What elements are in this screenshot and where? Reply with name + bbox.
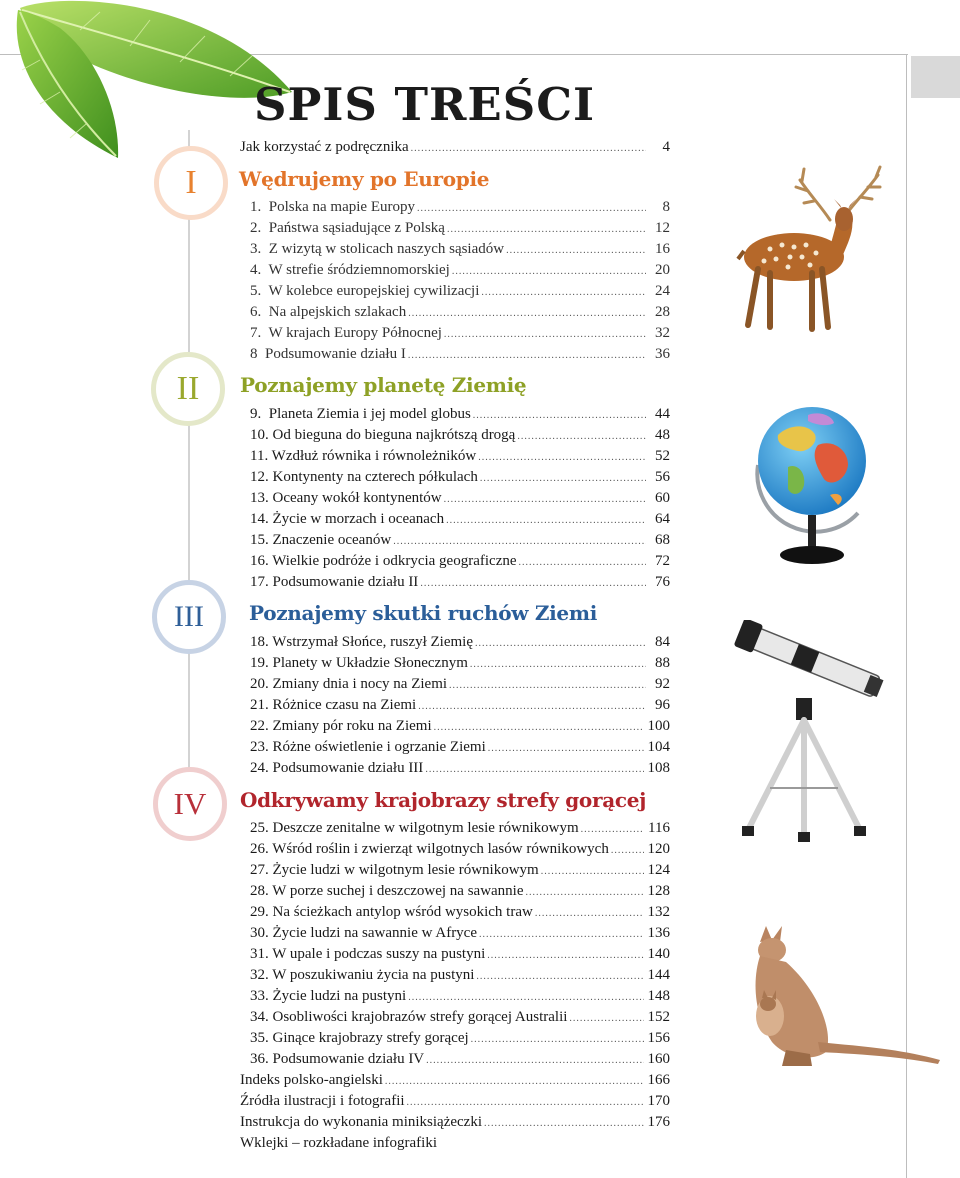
toc-entry[interactable]: 36. Podsumowanie działu IV ..... 160	[250, 1049, 670, 1071]
toc-entry[interactable]: 10. Od bieguna do bieguna najkrótszą drogą ..... 48	[250, 425, 670, 447]
toc-entry[interactable]: 31. W upale i podczas suszy na pustyni ..... 140	[250, 944, 670, 966]
toc-entry[interactable]: 7. W krajach Europy Północnej ..... 32	[250, 323, 670, 345]
toc-entry-appendix[interactable]: Źródła ilustracji i fotografii ..... 170	[240, 1091, 670, 1113]
toc-entry[interactable]: 15. Znaczenie oceanów ..... 68	[250, 530, 670, 552]
toc-entry[interactable]: 6. Na alpejskich szlakach ..... 28	[250, 302, 670, 324]
page-title: SPIS TREŚCI	[254, 78, 596, 131]
toc-entry-intro[interactable]: Jak korzystać z podręcznika ..... 4	[240, 137, 670, 159]
toc-entry[interactable]: 35. Ginące krajobrazy strefy gorącej ..... 156	[250, 1028, 670, 1050]
toc-entry[interactable]: 26. Wśród roślin i zwierząt wilgotnych lasów równikowych ..... 120	[250, 839, 670, 861]
toc-entry[interactable]: 17. Podsumowanie działu II ..... 76	[250, 572, 670, 594]
toc-entry[interactable]: 9. Planeta Ziemia i jej model globus ..... 44	[250, 404, 670, 426]
toc-entry[interactable]: 3. Z wizytą w stolicach naszych sąsiadów ..... 16	[250, 239, 670, 261]
toc-entry[interactable]: 8 Podsumowanie działu I ..... 36	[250, 344, 670, 366]
toc-entry[interactable]: 14. Życie w morzach i oceanach ..... 64	[250, 509, 670, 531]
toc-entry[interactable]: 30. Życie ludzi na sawannie w Afryce ..... 136	[250, 923, 670, 945]
toc-entry[interactable]: 27. Życie ludzi w wilgotnym lesie równikowym ..... 124	[250, 860, 670, 882]
section-numeral-2: II	[151, 352, 225, 426]
toc-entry[interactable]: 19. Planety w Układzie Słonecznym ..... 88	[250, 653, 670, 675]
section-title-4[interactable]: Odkrywamy krajobrazy strefy gorącej	[240, 788, 647, 812]
toc-entry[interactable]: 18. Wstrzymał Słońce, ruszył Ziemię ..... 84	[250, 632, 670, 654]
section-title-3[interactable]: Poznajemy skutki ruchów Ziemi	[249, 601, 598, 625]
toc-entry[interactable]: 5. W kolebce europejskiej cywilizacji ..... 24	[250, 281, 670, 303]
toc-entry-appendix[interactable]: Instrukcja do wykonania miniksiążeczki ..... 176	[240, 1112, 670, 1134]
toc-entry[interactable]: 11. Wzdłuż równika i równoleżników ..... 52	[250, 446, 670, 468]
section-numeral-3: III	[152, 580, 226, 654]
toc-entry[interactable]: 16. Wielkie podróże i odkrycia geograficzne ..... 72	[250, 551, 670, 573]
toc-entry[interactable]: 24. Podsumowanie działu III ..... 108	[250, 758, 670, 780]
toc-entry[interactable]: 22. Zmiany pór roku na Ziemi ..... 100	[250, 716, 670, 738]
toc-entry[interactable]: 32. W poszukiwaniu życia na pustyni ..... 144	[250, 965, 670, 987]
toc-entry[interactable]: 29. Na ścieżkach antylop wśród wysokich traw ..... 132	[250, 902, 670, 924]
toc-entry[interactable]: 25. Deszcze zenitalne w wilgotnym lesie równikowym ..... 116	[250, 818, 670, 840]
toc-entry[interactable]: 33. Życie ludzi na pustyni ..... 148	[250, 986, 670, 1008]
toc-entry[interactable]: 20. Zmiany dnia i nocy na Ziemi ..... 92	[250, 674, 670, 696]
toc-entry[interactable]: 12. Kontynenty na czterech półkulach ..... 56	[250, 467, 670, 489]
corner-tab	[911, 56, 960, 98]
section-numeral-4: IV	[153, 767, 227, 841]
toc-entry[interactable]: 23. Różne oświetlenie i ogrzanie Ziemi ..... 104	[250, 737, 670, 759]
section-title-1[interactable]: Wędrujemy po Europie	[239, 167, 490, 191]
toc-entry[interactable]: 4. W strefie śródziemnomorskiej ..... 20	[250, 260, 670, 282]
telescope-icon	[730, 620, 890, 850]
deer-icon	[730, 165, 895, 340]
toc-entry-appendix[interactable]: Indeks polsko-angielski ..... 166	[240, 1070, 670, 1092]
toc-entry-appendix[interactable]: Wklejki – rozkładane infografiki	[240, 1135, 438, 1151]
toc-entry[interactable]: 28. W porze suchej i deszczowej na sawannie ..... 128	[250, 881, 670, 903]
toc-entry[interactable]: 1. Polska na mapie Europy ..... 8	[250, 197, 670, 219]
toc-entry[interactable]: 21. Różnice czasu na Ziemi ..... 96	[250, 695, 670, 717]
toc-entry[interactable]: 2. Państwa sąsiadujące z Polską ..... 12	[250, 218, 670, 240]
section-title-2[interactable]: Poznajemy planetę Ziemię	[240, 373, 527, 397]
toc-entry[interactable]: 34. Osobliwości krajobrazów strefy gorącej Australii ..... 152	[250, 1007, 670, 1029]
globe-icon	[748, 395, 878, 573]
kangaroo-icon	[726, 920, 944, 1068]
toc-entry[interactable]: 13. Oceany wokół kontynentów ..... 60	[250, 488, 670, 510]
section-numeral-1: I	[154, 146, 228, 220]
timeline-line	[188, 130, 190, 840]
